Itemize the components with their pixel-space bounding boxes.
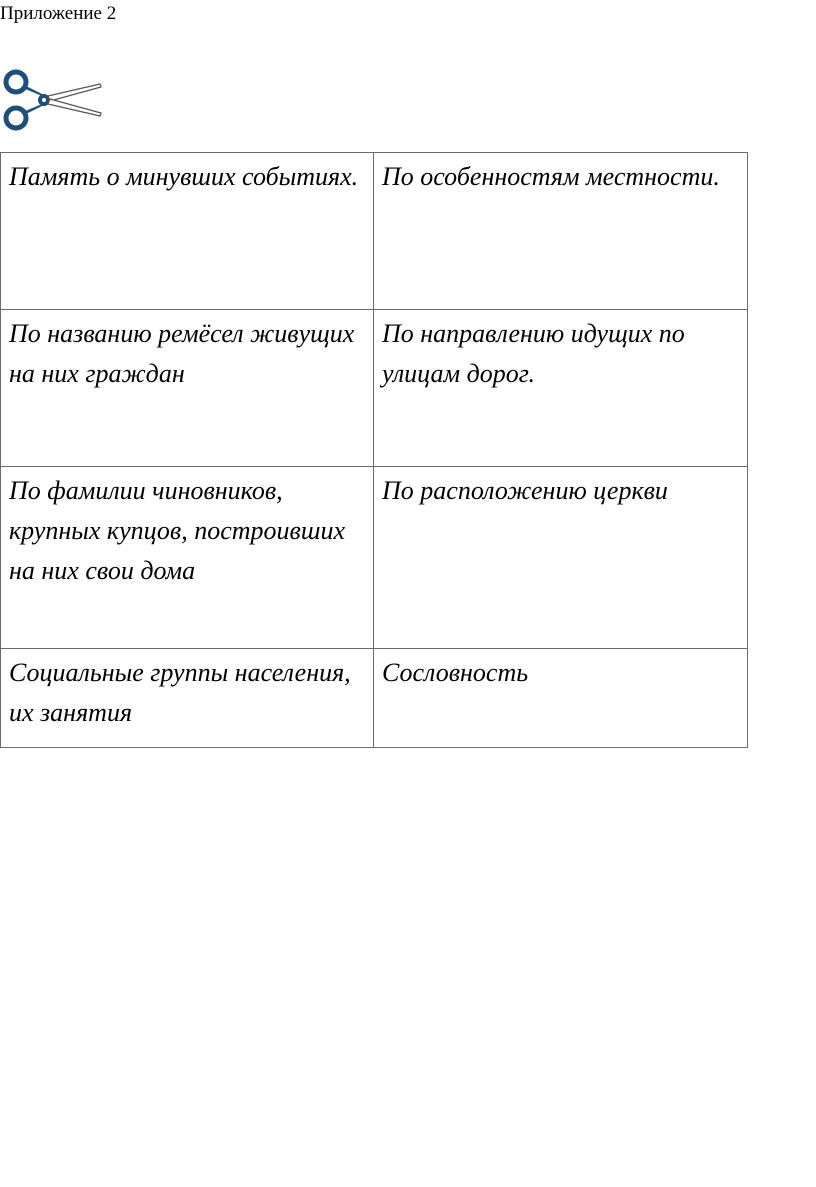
appendix-label: Приложение 2 [0, 3, 117, 24]
scissors-icon [2, 68, 104, 132]
card-cell: Сословность [374, 649, 748, 748]
cards-table [0, 152, 748, 748]
card-cell: Память о минувших событиях. [1, 153, 374, 310]
card-cell: По расположению церкви [374, 467, 748, 649]
card-cell: По направлению идущих по улицам дорог. [374, 310, 748, 467]
table-row [1, 649, 748, 748]
table-row [1, 467, 748, 649]
card-cell: По фамилии чиновников, крупных купцов, построивших на них свои дома [1, 467, 374, 649]
table-row [1, 153, 748, 310]
card-cell: По названию ремёсел живущих на них граждан [1, 310, 374, 467]
card-cell: Социальные группы населения, их занятия [1, 649, 374, 748]
card-cell: По особенностям местности. [374, 153, 748, 310]
table-row [1, 310, 748, 467]
